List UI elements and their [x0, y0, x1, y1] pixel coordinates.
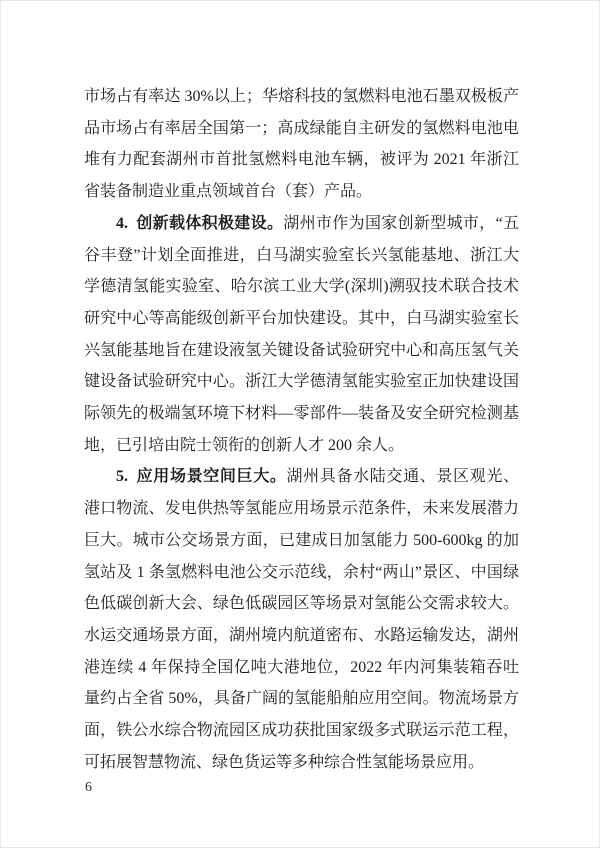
page-number: 6	[85, 780, 92, 795]
paragraph	[84, 461, 519, 778]
paragraph	[84, 81, 519, 208]
paragraph-text-run: 湖州具备水陆交通、景区观光、港口物流、发电供热等氢能应用场景示范条件，未来发展潜力巨大。城市公交场景方面，已建成日加氢能力 500-600kg 的加氢站及 1 条氢燃料电池公交示范线，余村“两山”景区、中国绿色低碳创新大会、绿色低碳园区等场景对氢能公交需求较大。水运交通场景方面，湖州境内航道密布、水路运输发达，湖州港连续 4 年保持全国亿吨大港地位，2022 年内河集装箱吞吐量约占全省 50%，具备广阔的氢能船舶应用空间。物流场景方面，铁公水综合物流园区成功获批国家级多式联运示范工程，可拓展智慧物流、绿色货运等多种综合性氢能场景应用。	[84, 468, 519, 771]
document-body	[84, 81, 519, 778]
paragraph-heading-run: 4. 创新载体积极建设。	[116, 214, 284, 232]
paragraph-text-run: 市场占有率达 30%以上；华熔科技的氢燃料电池石墨双极板产品市场占有率居全国第一；高成绿能自主研发的氢燃料电池电堆有力配套湖州市首批氢燃料电池车辆，被评为 2021 年浙江省装备制造业重点领域首台（套）产品。	[84, 88, 519, 201]
paragraph-text-run: 湖州市作为国家创新型城市，“五谷丰登”计划全面推进，白马湖实验室长兴氢能基地、浙江大学德清氢能实验室、哈尔滨工业大学(深圳)溯驭技术联合技术研究中心等高能级创新平台加快建设。其中，白马湖实验室长兴氢能基地旨在建设液氢关键设备试验研究中心和高压氢气关键设备试验研究中心。浙江大学德清氢能实验室正加快建设国际领先的极端氢环境下材料—零部件—装备及安全研究检测基地，已引培由院士领衔的创新人才 200 余人。	[84, 214, 519, 454]
paragraph	[84, 208, 519, 462]
paragraph-heading-run: 5. 应用场景空间巨大。	[116, 468, 287, 486]
